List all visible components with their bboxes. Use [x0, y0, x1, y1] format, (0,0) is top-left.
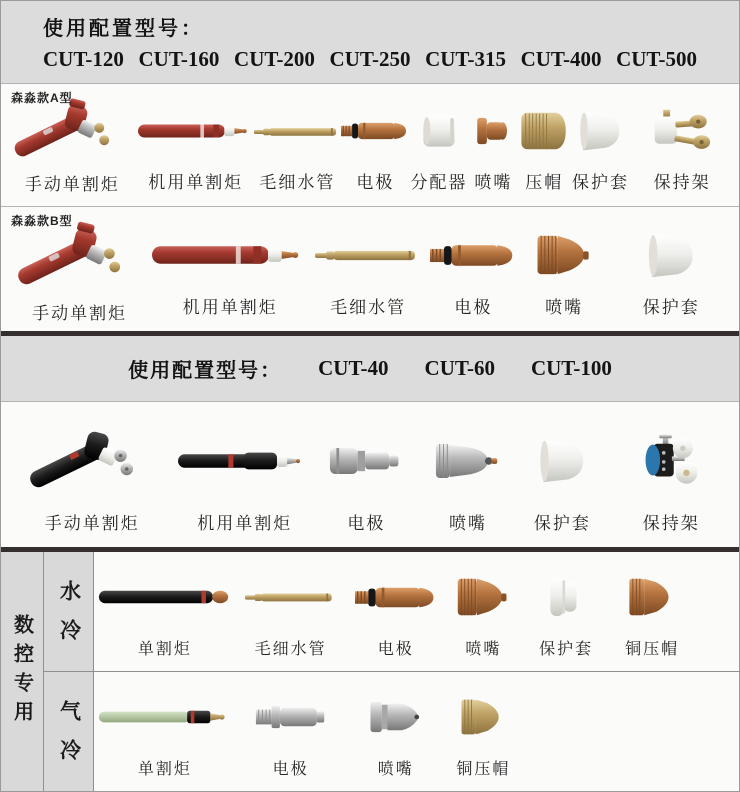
model-label: CUT-200 [234, 47, 315, 71]
cnc-group-cell [1, 552, 44, 791]
product-label: 分配器 [410, 173, 468, 192]
product-image-box [515, 412, 609, 509]
product-label: 毛细水管 [259, 173, 336, 192]
copper-cap-image [460, 698, 506, 736]
product-item [7, 94, 138, 206]
product-item [519, 94, 570, 206]
product-image-box [519, 94, 570, 168]
machine-torch-image [152, 241, 308, 269]
capillary-tube-image [315, 247, 421, 263]
product-image-box [254, 94, 341, 168]
distributor-image [419, 113, 459, 149]
cooling-cell [44, 672, 94, 791]
manual-torch-image [17, 217, 143, 299]
product-image-box [428, 217, 519, 293]
product-item [515, 412, 609, 547]
nozzle-image [369, 700, 423, 734]
product-image-box [308, 217, 428, 293]
product-label: 保护套 [539, 641, 594, 658]
cap-image [520, 111, 568, 151]
product-label: 压帽 [525, 173, 564, 192]
product-label: 电极 [347, 514, 386, 533]
product-item [350, 678, 442, 791]
product-image-box [98, 678, 232, 756]
product-image-box [152, 217, 308, 293]
model-label: CUT-40 [318, 356, 389, 380]
product-label: 机用单割炬 [197, 514, 293, 533]
product-image-box [608, 558, 697, 636]
product-image-box [178, 412, 312, 509]
section-a-items [1, 84, 739, 206]
shield-image [645, 232, 697, 279]
product-image-box [350, 678, 442, 756]
cnc-section [1, 552, 739, 791]
product-item [610, 217, 733, 331]
product-item [232, 558, 350, 671]
product-image-box [341, 94, 410, 168]
product-item [442, 558, 525, 671]
product-label: 喷嘴 [474, 173, 513, 192]
product-label: 电极 [377, 641, 414, 658]
shield-image [546, 576, 586, 618]
cnc-row-water [44, 552, 739, 672]
header-top-models [43, 47, 697, 72]
product-image-box [442, 558, 525, 636]
product-item [178, 412, 312, 547]
product-label: 喷嘴 [377, 761, 414, 778]
product-label: 电极 [356, 173, 395, 192]
product-image-box [410, 94, 468, 168]
header-top-title: 使用配置型号： [43, 18, 204, 40]
product-image-box [7, 412, 178, 509]
product-image-box [519, 217, 610, 293]
product-label: 电极 [272, 761, 309, 778]
product-label: 机用单割炬 [148, 173, 244, 192]
product-image-box [232, 558, 350, 636]
product-item [350, 558, 442, 671]
product-label: 毛细水管 [254, 641, 327, 658]
product-image-box [525, 558, 608, 636]
product-item [610, 412, 733, 547]
product-image-box [98, 558, 232, 636]
product-image-box [421, 412, 515, 509]
capillary-tube-image [245, 590, 337, 604]
section-b-tag: 森淼款B型 [11, 214, 73, 228]
cooling-cell [44, 552, 94, 671]
product-label: 铜压帽 [456, 761, 511, 778]
product-image-box [631, 94, 733, 168]
manual-torch-image [29, 420, 155, 502]
nozzle-image [456, 577, 510, 617]
product-item [254, 94, 341, 206]
product-item [152, 217, 308, 331]
model-label: CUT-400 [520, 47, 602, 71]
machine-torch-image [138, 120, 254, 142]
product-label: 保持架 [653, 173, 711, 192]
product-label: 毛细水管 [330, 298, 407, 317]
product-label: 保持架 [642, 514, 700, 533]
product-item [98, 558, 232, 671]
product-item [410, 94, 468, 206]
product-label: 手动单割炬 [32, 304, 128, 323]
product-item [7, 412, 178, 547]
nozzle-image [536, 234, 592, 276]
electrode-image [329, 445, 403, 477]
product-label: 喷嘴 [465, 641, 502, 658]
model-label: CUT-60 [424, 356, 495, 380]
header-mid [1, 336, 739, 402]
product-item [7, 217, 152, 331]
product-item [608, 558, 697, 671]
retainer-image [653, 108, 711, 154]
nozzle-image [435, 442, 501, 480]
cooling-label: 气冷 [57, 699, 81, 778]
shield-image [577, 110, 623, 152]
electrode-image [355, 584, 437, 611]
machine-torch-image [178, 448, 312, 474]
copper-cap-image [628, 577, 676, 617]
cnc-group-label: 数控专用 [10, 613, 33, 730]
product-item [631, 94, 733, 206]
electrode-image [255, 702, 327, 732]
product-label: 保护套 [642, 298, 700, 317]
header-mid-title: 使用配置型号： [128, 360, 283, 382]
product-item [312, 412, 421, 547]
product-label: 机用单割炬 [182, 298, 278, 317]
product-item [232, 678, 350, 791]
capillary-tube-image [254, 125, 341, 138]
cnc-rows [44, 552, 739, 791]
product-item [442, 678, 525, 791]
product-image-box [7, 217, 152, 299]
product-item [98, 678, 232, 791]
product-image-box [138, 94, 254, 168]
product-label: 保护套 [571, 173, 629, 192]
cooling-label: 水冷 [57, 579, 81, 658]
product-label: 保护套 [533, 514, 591, 533]
model-label: CUT-250 [329, 47, 411, 71]
product-label: 电极 [454, 298, 493, 317]
product-item [138, 94, 254, 206]
retainer-image [641, 434, 701, 488]
product-label: 单割炬 [137, 641, 192, 658]
torch-image [98, 708, 232, 726]
product-image-box [350, 558, 442, 636]
product-image-box [610, 217, 733, 293]
shield-image [537, 438, 587, 484]
section-c-items [1, 402, 739, 547]
cnc-row-air [44, 672, 739, 791]
product-item [468, 94, 519, 206]
header-top [1, 1, 739, 84]
product-image-box [468, 94, 519, 168]
product-item [519, 217, 610, 331]
model-label: CUT-100 [530, 356, 612, 380]
section-style-b [1, 207, 739, 331]
nozzle-image [476, 117, 510, 145]
water-row-items [94, 552, 739, 671]
product-label: 单割炬 [137, 761, 192, 778]
product-label: 喷嘴 [448, 514, 487, 533]
product-label: 喷嘴 [545, 298, 584, 317]
section-style-a [1, 84, 739, 207]
product-image-box [312, 412, 421, 509]
product-item [428, 217, 519, 331]
product-image-box [232, 678, 350, 756]
product-image-box [610, 412, 733, 509]
section-a-tag: 森淼款A型 [11, 91, 73, 105]
torch-image [98, 588, 232, 606]
product-label: 手动单割炬 [24, 175, 120, 194]
model-label: CUT-500 [616, 47, 697, 71]
section-b-items [1, 207, 739, 331]
electrode-image [341, 119, 409, 143]
model-label: CUT-120 [43, 47, 124, 71]
product-item [570, 94, 632, 206]
product-item [308, 217, 428, 331]
electrode-image [430, 241, 516, 270]
product-item [421, 412, 515, 547]
air-row-items [94, 672, 739, 791]
product-item [341, 94, 410, 206]
model-label: CUT-315 [425, 47, 506, 71]
model-label: CUT-160 [138, 47, 220, 71]
product-image-box [570, 94, 632, 168]
product-image-box [442, 678, 525, 756]
product-label: 铜压帽 [625, 641, 680, 658]
section-cut40-100 [1, 402, 739, 547]
product-item [525, 558, 608, 671]
product-label: 手动单割炬 [44, 514, 140, 533]
